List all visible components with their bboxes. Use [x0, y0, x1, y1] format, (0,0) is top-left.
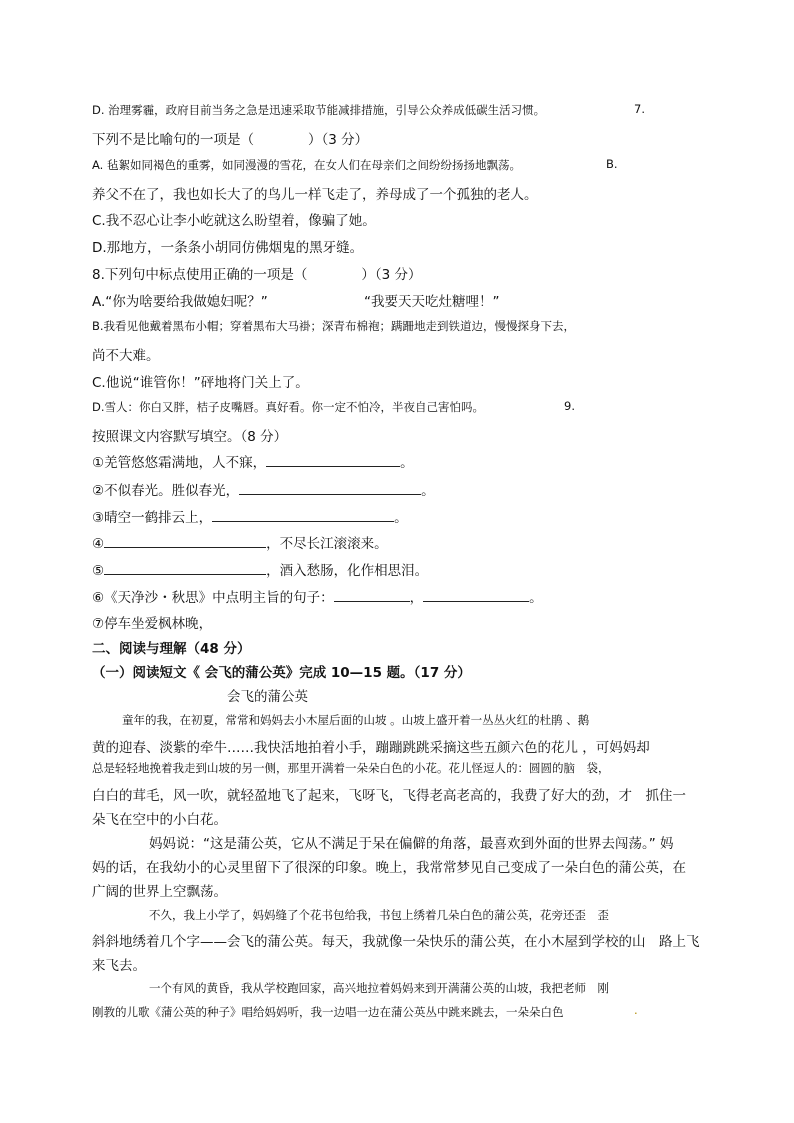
question-7-stem: 下列不是比喻句的一项是（ ）（3 分） — [92, 132, 369, 148]
answer-blank[interactable] — [334, 589, 410, 602]
stray-mark: . — [634, 1003, 638, 1017]
fill-item-1: ①羌管悠悠霜满地，人不寐， 。 — [92, 455, 414, 471]
passage-paragraph-3-line-3: 来飞去。 — [92, 958, 146, 974]
passage-paragraph-1-line-5: 朵飞在空中的小白花。 — [92, 812, 227, 828]
passage-paragraph-4: 一个有风的黄昏，我从学校跑回家，高兴地拉着妈妈来到开满蒲公英的山坡，我把老师 刚 — [149, 981, 609, 995]
passage-paragraph-3-line-2: 斜斜地绣着几个字——会飞的蒲公英。每天，我就像一朵快乐的蒲公英，在小木屋到学校的山 路上飞 — [92, 934, 700, 950]
question-9-stem: 按照课文内容默写填空。（8 分） — [92, 429, 288, 445]
question-9-number: 9. — [564, 399, 575, 413]
option-a-text: A. 毡絮如同褐色的重雾，如同漫漫的雪花，在女人们在母亲们之间纷纷扬扬地飘荡。 — [92, 158, 521, 172]
fill-item-7: ⑦停车坐爱枫林晚， — [92, 616, 213, 632]
passage-paragraph-2: 妈妈说：“这是蒲公英，它从不满足于呆在偏僻的角落，最喜欢到外面的世界去闯荡。” 妈 — [149, 836, 674, 852]
option-a-text-q8-b: “我要天天吃灶糖哩！” — [364, 294, 500, 310]
option-b-text-q8-cont: 尚不大难。 — [92, 348, 160, 364]
option-d-text-2: D.那地方，一条条小胡同仿佛烟鬼的黑牙缝。 — [92, 240, 364, 256]
option-d-text-q8: D.雪人：你白又胖，桔子皮嘴唇。真好看。你一定不怕冷，半夜自己害怕吗。 — [92, 400, 485, 414]
section-heading: 二、阅读与理解（48 分） — [92, 641, 251, 657]
passage-title: 会飞的蒲公英 — [227, 689, 308, 705]
option-b-text: 养父不在了，我也如长大了的鸟儿一样飞走了，养母成了一个孤独的老人。 — [92, 187, 538, 203]
answer-blank[interactable] — [423, 589, 529, 602]
fill-item-5: ⑤ ，酒入愁肠，化作相思泪。 — [92, 563, 429, 579]
passage-paragraph-3: 不久，我上小学了，妈妈缝了个花书包给我，书包上绣着几朵白色的蒲公英，花旁还歪 歪 — [149, 908, 609, 922]
passage-paragraph-1: 童年的我，在初夏，常常和妈妈去小木屋后面的山坡 。山坡上盛开着一丛丛火红的杜鹃 、鹅 — [122, 713, 590, 727]
passage-paragraph-2-line-2: 妈的话，在我幼小的心灵里留下了很深的印象。晚上，我常常梦见自己变成了一朵白色的蒲公英，在 — [92, 860, 686, 876]
option-c-text: C.我不忍心让李小屹就这么盼望着，像骗了她。 — [92, 213, 376, 229]
passage-paragraph-1-line-2: 黄的迎春、淡紫的牵牛……我快活地拍着小手，蹦蹦跳跳采摘这些五颜六色的花儿 ，可妈妈却 — [92, 740, 650, 756]
option-b-label: B. — [606, 157, 618, 171]
answer-blank[interactable] — [266, 454, 400, 467]
passage-paragraph-2-line-3: 广阔的世界上空飘荡。 — [92, 884, 227, 900]
fill-item-2: ②不似春光。胜似春光， 。 — [92, 483, 435, 499]
option-d-text: D. 治理雾霾，政府目前当务之急是迅速采取节能减排措施，引导公众养成低碳生活习惯。 — [92, 103, 546, 117]
option-b-text-q8: B.我看见他戴着黑布小帽；穿着黑布大马褂；深青布棉袍；蹒跚地走到铁道边，慢慢探身下去， — [92, 319, 576, 333]
answer-blank[interactable] — [104, 535, 266, 548]
passage-paragraph-1-line-3: 总是轻轻地挽着我走到山坡的另一侧，那里开满着一朵朵白色的小花。花儿怪逗人的：圆圆的脑 袋， — [92, 761, 610, 775]
fill-item-4: ④ ，不尽长江滚滚来。 — [92, 536, 388, 552]
fill-item-6: ⑥《天净沙・秋思》中点明主旨的句子： ， 。 — [92, 590, 543, 606]
question-7-number: 7. — [634, 102, 645, 116]
passage-paragraph-1-line-4: 白白的茸毛，风一吹，就轻盈地飞了起来，飞呀飞，飞得老高老高的，我费了好大的劲，才 抓住一 — [92, 788, 686, 804]
answer-blank[interactable] — [239, 482, 421, 495]
passage-paragraph-4-line-2: 刚教的儿歌《蒲公英的种子》唱给妈妈听，我一边唱一边在蒲公英丛中跳来跳去，一朵朵白色 — [92, 1005, 564, 1019]
option-c-text-q8: C.他说“谁管你！”砰地将门关上了。 — [92, 375, 309, 391]
fill-item-3: ③晴空一鹤排云上， 。 — [92, 510, 408, 526]
answer-blank[interactable] — [212, 509, 394, 522]
option-a-text-q8: A.“你为啥要给我做媳妇呢？” — [92, 294, 268, 310]
subsection-heading: （一）阅读短文《 会飞的蒲公英》完成 10—15 题。（17 分） — [92, 665, 471, 681]
answer-blank[interactable] — [104, 562, 266, 575]
question-8-stem: 8.下列句中标点使用正确的一项是（ ）（3 分） — [92, 267, 422, 283]
